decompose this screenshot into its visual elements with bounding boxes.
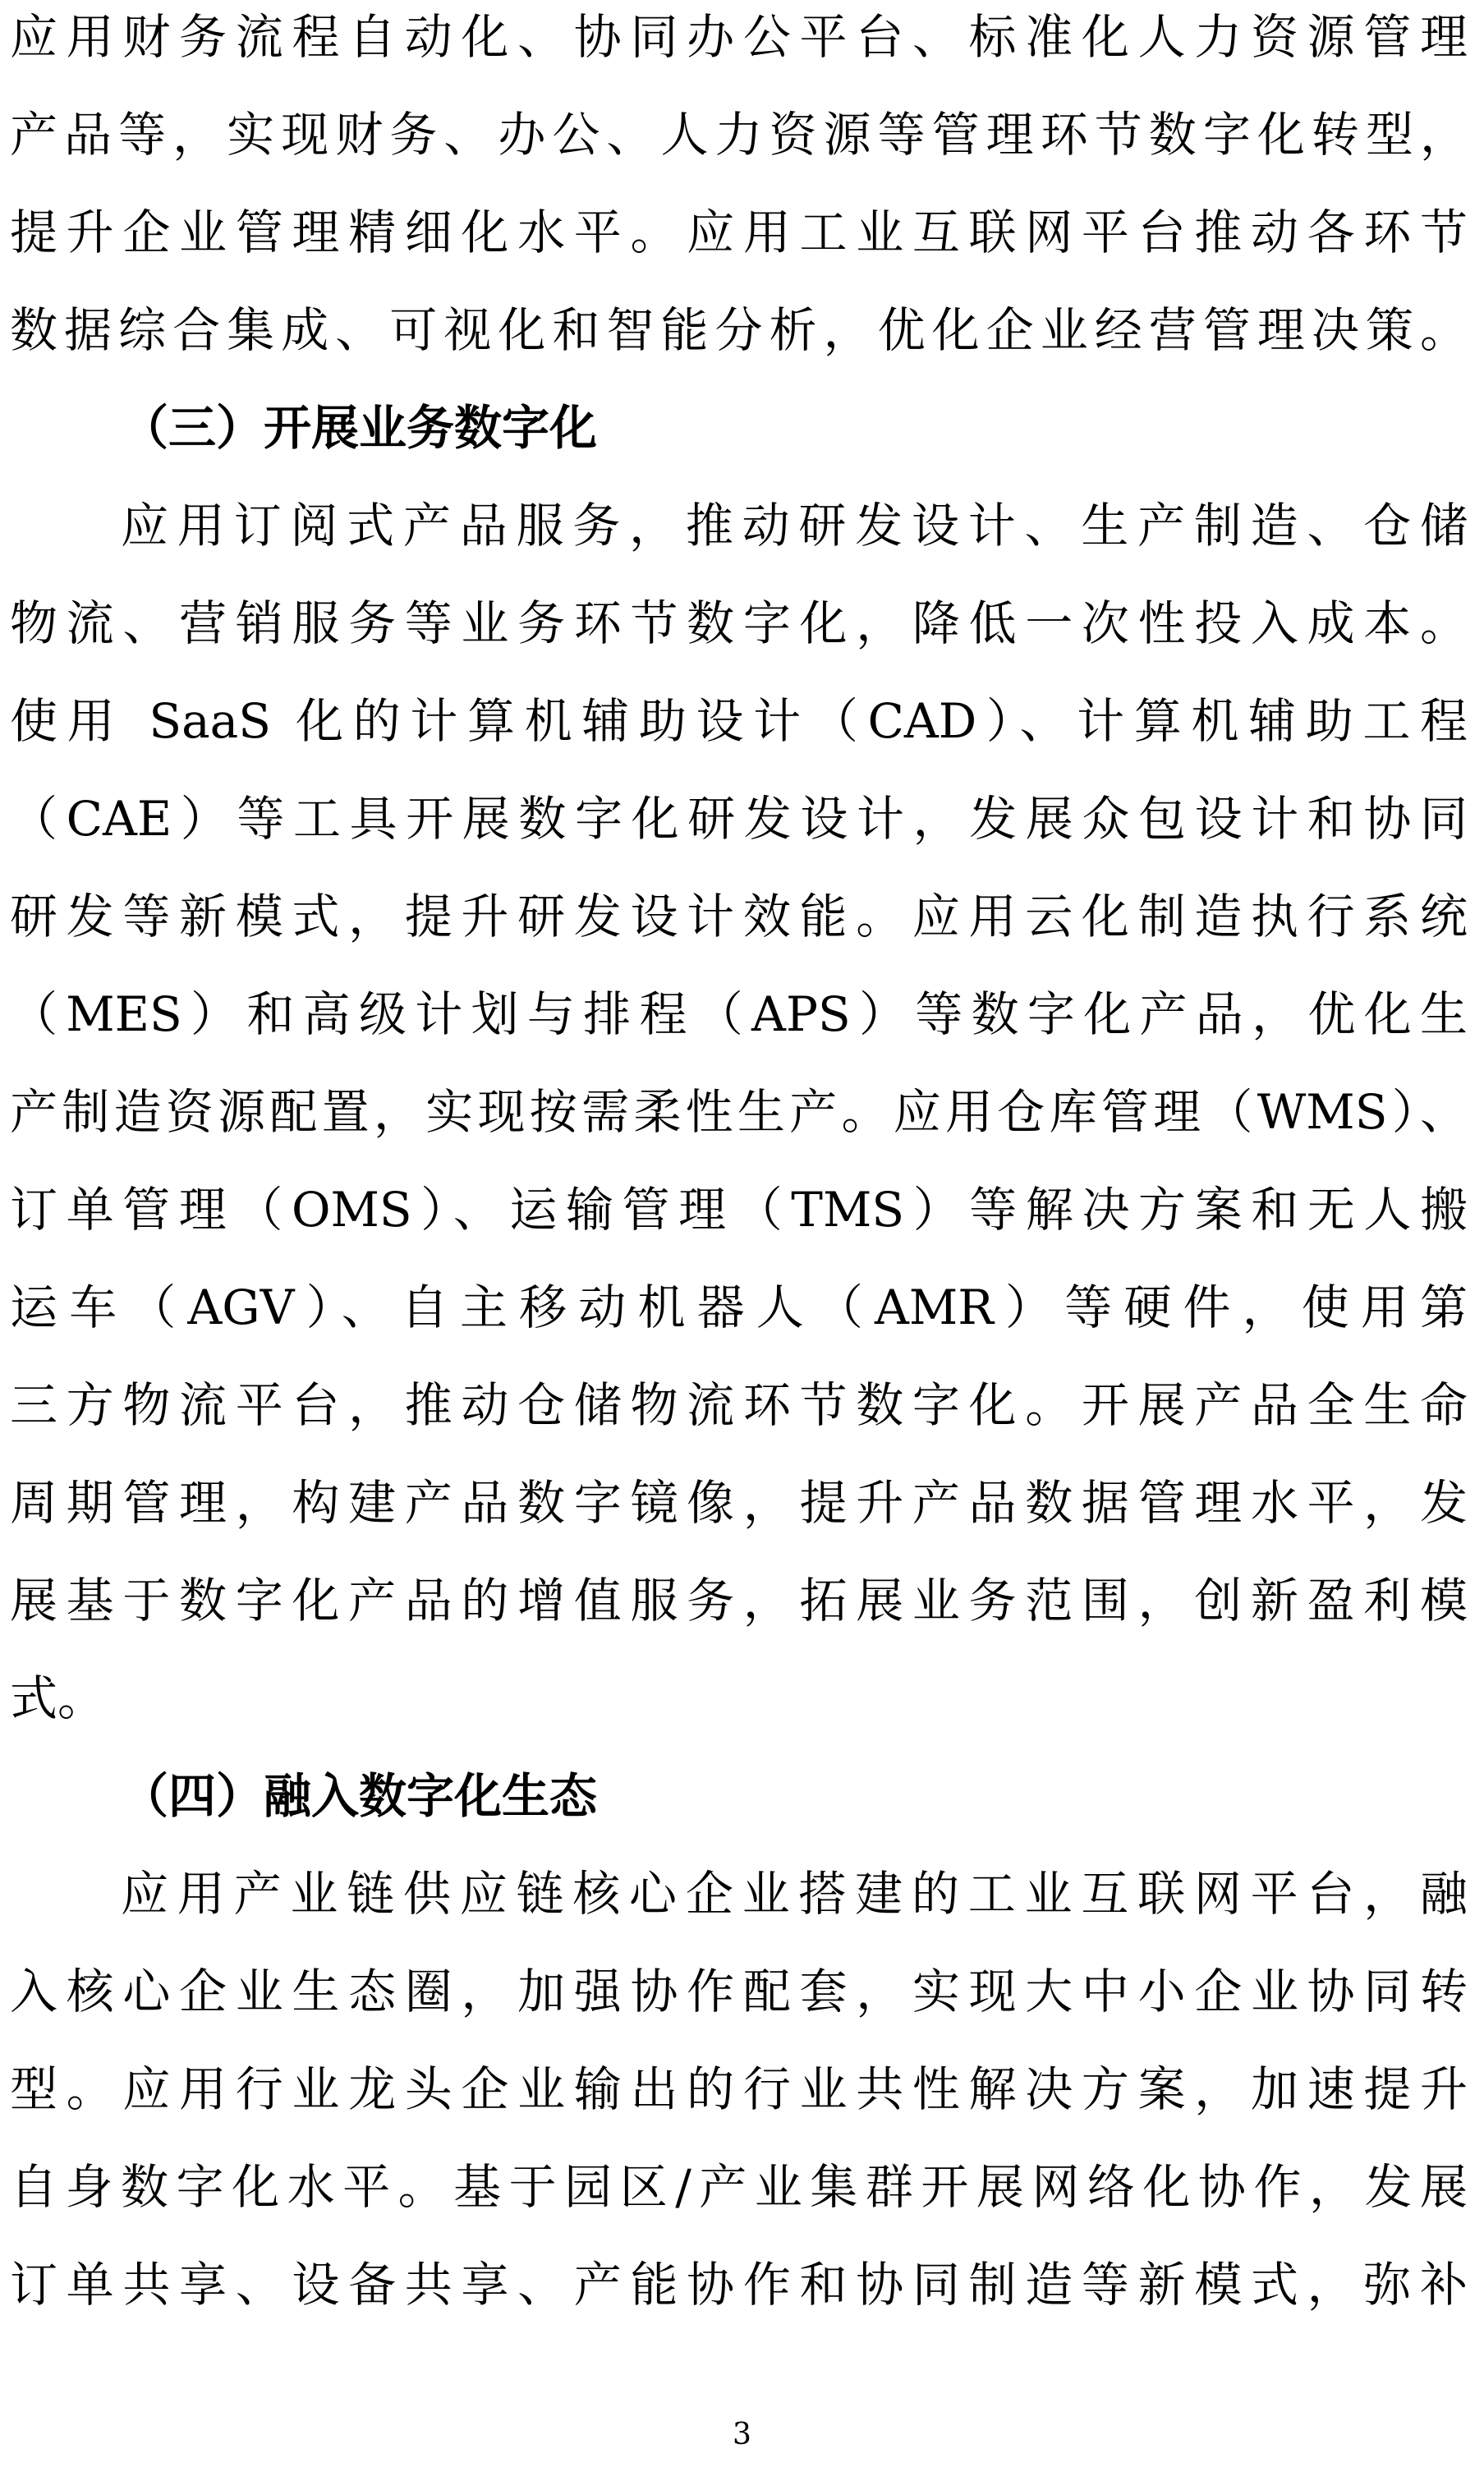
- page-number: 3: [733, 2418, 751, 2451]
- body-text: [10, 0, 1468, 2345]
- paragraph-line: 自身数字化水平。基于园区/产业集群开展网络化协作，发展: [10, 2159, 1468, 2215]
- paragraph-line: 三方物流平台，推动仓储物流环节数字化。开展产品全生命: [10, 1377, 1468, 1433]
- section-heading-4: （四）融入数字化生态: [121, 1768, 598, 1824]
- paragraph-line: 型。应用行业龙头企业输出的行业共性解决方案，加速提升: [10, 2061, 1468, 2117]
- paragraph-line: 订单管理（OMS）、运输管理（TMS）等解决方案和无人搬: [10, 1182, 1468, 1238]
- paragraph-line: 应用产业链供应链核心企业搭建的工业互联网平台，融: [121, 1866, 1468, 1922]
- paragraph-line: 应用财务流程自动化、协同办公平台、标准化人力资源管理: [10, 9, 1468, 65]
- paragraph-line: 式。: [10, 1670, 106, 1726]
- paragraph-line: 入核心企业生态圈，加强协作配套，实现大中小企业协同转: [10, 1964, 1468, 2019]
- paragraph-line: 产品等，实现财务、办公、人力资源等管理环节数字化转型，: [10, 107, 1468, 163]
- paragraph-line: （MES）和高级计划与排程（APS）等数字化产品，优化生: [10, 986, 1468, 1042]
- paragraph-line: （CAE）等工具开展数字化研发设计，发展众包设计和协同: [10, 791, 1468, 847]
- paragraph-line: 数据综合集成、可视化和智能分析，优化企业经营管理决策。: [10, 302, 1468, 358]
- paragraph-line: 物流、营销服务等业务环节数字化，降低一次性投入成本。: [10, 595, 1468, 651]
- paragraph-line: 展基于数字化产品的增值服务，拓展业务范围，创新盈利模: [10, 1573, 1468, 1629]
- section-heading-3: （三）开展业务数字化: [121, 400, 598, 456]
- paragraph-line: 产制造资源配置，实现按需柔性生产。应用仓库管理（WMS）、: [10, 1084, 1468, 1140]
- paragraph-line: 订单共享、设备共享、产能协作和协同制造等新模式，弥补: [10, 2257, 1468, 2313]
- paragraph-line: 周期管理，构建产品数字镜像，提升产品数据管理水平，发: [10, 1475, 1468, 1531]
- paragraph-line: 提升企业管理精细化水平。应用工业互联网平台推动各环节: [10, 204, 1468, 260]
- paragraph-line: 应用订阅式产品服务，推动研发设计、生产制造、仓储: [121, 498, 1468, 554]
- paragraph-line: 研发等新模式，提升研发设计效能。应用云化制造执行系统: [10, 889, 1468, 944]
- paragraph-line: 使用 SaaS 化的计算机辅助设计（CAD）、计算机辅助工程: [10, 693, 1468, 749]
- paragraph-line: 运车（AGV）、自主移动机器人（AMR）等硬件，使用第: [10, 1279, 1468, 1335]
